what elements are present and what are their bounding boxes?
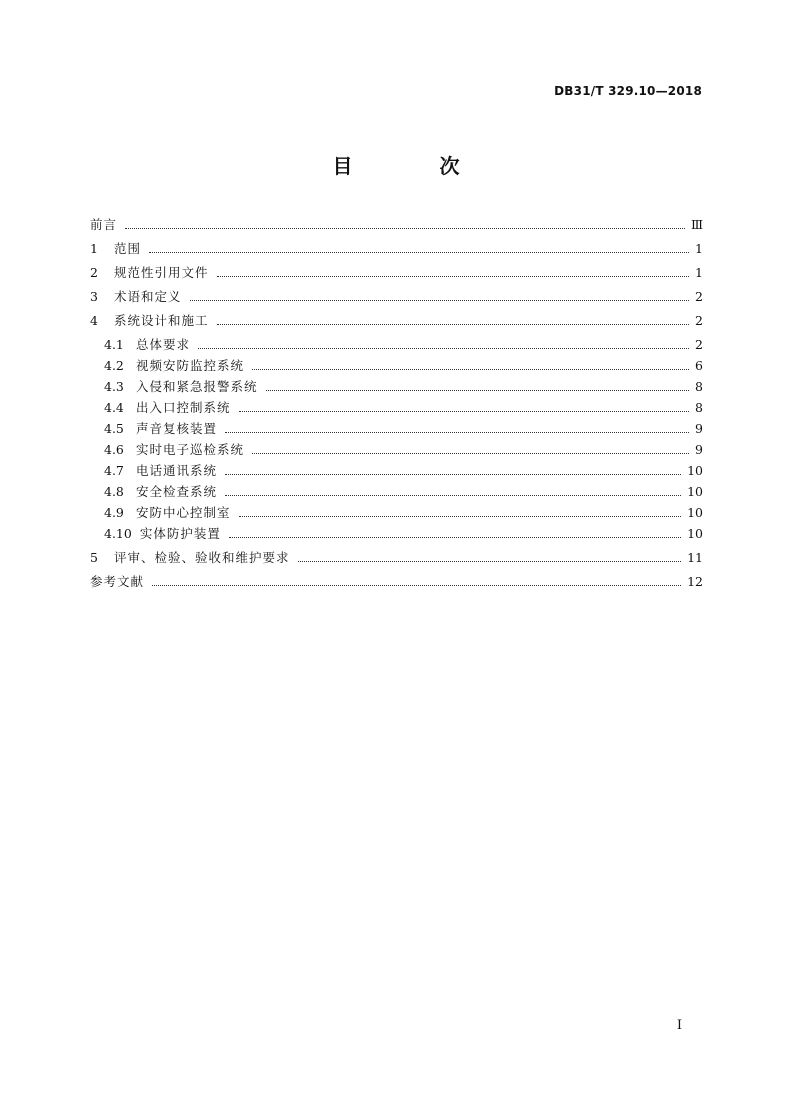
toc-label: 总体要求: [136, 337, 191, 352]
toc-leader: [252, 453, 689, 454]
toc-number: 4.9: [104, 505, 124, 520]
toc-page: 1: [695, 265, 703, 280]
toc-leader: [149, 252, 689, 253]
toc-label: 入侵和紧急报警系统: [136, 379, 258, 394]
toc-leader: [266, 390, 689, 391]
toc-entry-4-10[interactable]: [90, 523, 703, 544]
toc-number: 4.6: [104, 442, 124, 457]
toc-label: 前言: [90, 217, 118, 232]
toc-page: 2: [695, 337, 703, 352]
toc-label: 评审、检验、验收和维护要求: [114, 550, 290, 565]
toc-entry-2[interactable]: [90, 262, 703, 283]
toc-page: 10: [687, 526, 703, 541]
toc-entry-5[interactable]: [90, 547, 703, 568]
toc-label: 安全检查系统: [136, 484, 218, 499]
toc-label: 规范性引用文件: [114, 265, 209, 280]
toc-number: 1: [90, 241, 98, 256]
toc-leader: [225, 474, 681, 475]
toc-leader: [298, 561, 682, 562]
toc-leader: [252, 369, 689, 370]
toc-number: 4.8: [104, 484, 124, 499]
toc-entry-3[interactable]: [90, 286, 703, 307]
toc-label: 电话通讯系统: [136, 463, 218, 478]
toc-entry-4-3[interactable]: [90, 376, 703, 397]
toc-label: 声音复核装置: [136, 421, 218, 436]
toc-label: 系统设计和施工: [114, 313, 209, 328]
toc-entry-4-2[interactable]: [90, 355, 703, 376]
toc-page: 10: [687, 505, 703, 520]
toc-page: 10: [687, 484, 703, 499]
toc-leader: [152, 585, 681, 586]
toc-page: 2: [695, 289, 703, 304]
toc-page: 11: [687, 550, 703, 565]
toc-label: 实体防护装置: [139, 526, 221, 541]
toc-number: 4.1: [104, 337, 124, 352]
toc-leader: [198, 348, 689, 349]
toc-leader: [217, 276, 689, 277]
toc-label: 出入口控制系统: [136, 400, 231, 415]
toc-entry-foreword[interactable]: [90, 214, 703, 235]
toc-page: 1: [695, 241, 703, 256]
toc-page: 6: [695, 358, 703, 373]
toc-number: 4: [90, 313, 98, 328]
toc-page: 8: [695, 379, 703, 394]
toc-page: 12: [687, 574, 703, 589]
toc-number: 4.4: [104, 400, 124, 415]
toc-entry-4-4[interactable]: [90, 397, 703, 418]
toc-entry-4-1[interactable]: [90, 334, 703, 355]
toc-leader: [239, 411, 689, 412]
toc-page: 2: [695, 313, 703, 328]
toc-entry-1[interactable]: [90, 238, 703, 259]
table-of-contents: [90, 214, 703, 592]
toc-leader: [229, 537, 681, 538]
toc-number: 3: [90, 289, 98, 304]
toc-number: 4.5: [104, 421, 124, 436]
toc-page: 8: [695, 400, 703, 415]
toc-label: 视频安防监控系统: [136, 358, 245, 373]
toc-entry-4-9[interactable]: [90, 502, 703, 523]
toc-leader: [217, 324, 689, 325]
toc-leader: [190, 300, 689, 301]
toc-number: 4.10: [104, 526, 132, 541]
document-code: DB31/T 329.10—2018: [554, 84, 702, 98]
toc-label: 范围: [114, 241, 142, 256]
toc-number: 5: [90, 550, 98, 565]
toc-label: 安防中心控制室: [136, 505, 231, 520]
toc-number: 4.2: [104, 358, 124, 373]
toc-label: 术语和定义: [114, 289, 182, 304]
toc-label: 实时电子巡检系统: [136, 442, 245, 457]
toc-leader: [125, 228, 685, 229]
toc-leader: [225, 495, 681, 496]
toc-entry-4[interactable]: [90, 310, 703, 331]
toc-page: 9: [695, 442, 703, 457]
toc-entry-4-7[interactable]: [90, 460, 703, 481]
toc-leader: [225, 432, 689, 433]
toc-number: 4.3: [104, 379, 124, 394]
toc-page: 10: [687, 463, 703, 478]
toc-leader: [239, 516, 682, 517]
toc-entry-4-5[interactable]: [90, 418, 703, 439]
toc-page: Ⅲ: [690, 217, 703, 232]
page-title: 目 次: [332, 154, 500, 178]
toc-entry-4-6[interactable]: [90, 439, 703, 460]
toc-number: 4.7: [104, 463, 124, 478]
toc-entry-references[interactable]: [90, 571, 703, 592]
page-number: I: [676, 1018, 682, 1033]
toc-page: 9: [695, 421, 703, 436]
toc-entry-4-8[interactable]: [90, 481, 703, 502]
toc-label: 参考文献: [90, 574, 145, 589]
toc-number: 2: [90, 265, 98, 280]
